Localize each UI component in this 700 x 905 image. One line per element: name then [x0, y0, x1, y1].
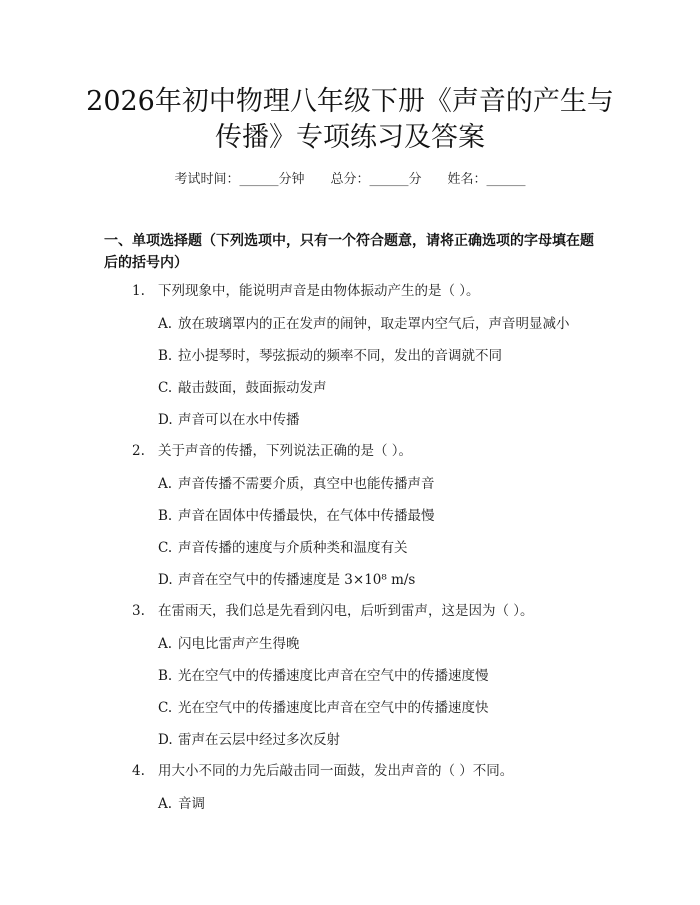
- question-1-option-d: [158, 410, 300, 430]
- option-text: 声音传播的速度与介质种类和温度有关: [178, 540, 408, 556]
- option-letter: D.: [158, 732, 173, 748]
- question-3: [132, 601, 534, 621]
- section-heading-line-2: 后的括号内）: [104, 255, 188, 271]
- question-3-option-a: [158, 634, 300, 654]
- option-letter: A.: [158, 636, 173, 652]
- question-4: [132, 761, 513, 781]
- option-letter: A.: [158, 796, 173, 812]
- exam-time-field: 考试时间：______分钟: [174, 172, 305, 187]
- question-number: 2.: [132, 443, 145, 459]
- question-2-option-b: [158, 506, 435, 526]
- option-letter: A.: [158, 316, 173, 332]
- page-title-line-1: 2026年初中物理八年级下册《声音的产生与: [86, 86, 614, 117]
- option-text: 声音传播不需要介质，真空中也能传播声音: [178, 476, 435, 492]
- total-score-field: 总分：______分: [330, 172, 422, 187]
- question-1: [132, 281, 480, 301]
- option-text: 光在空气中的传播速度比声音在空气中的传播速度慢: [178, 668, 489, 684]
- exam-meta: [0, 168, 700, 187]
- question-4-option-a: [158, 794, 205, 814]
- option-letter: C.: [158, 380, 173, 396]
- question-1-option-b: [158, 346, 502, 366]
- option-text: 雷声在云层中经过多次反射: [178, 732, 340, 748]
- option-text: 放在玻璃罩内的正在发声的闹钟，取走罩内空气后，声音明显减小: [178, 316, 570, 332]
- question-text: 下列现象中，能说明声音是由物体振动产生的是（ ）。: [158, 283, 480, 299]
- option-text: 拉小提琴时，琴弦振动的频率不同，发出的音调就不同: [178, 348, 502, 364]
- option-letter: D.: [158, 572, 173, 588]
- option-text: 声音在空气中的传播速度是 3×10⁸ m/s: [178, 572, 416, 588]
- question-2-option-a: [158, 474, 435, 494]
- option-text: 光在空气中的传播速度比声音在空气中的传播速度快: [178, 700, 489, 716]
- question-2-option-c: [158, 538, 408, 558]
- option-text: 音调: [178, 796, 205, 812]
- option-letter: D.: [158, 412, 173, 428]
- option-text: 敲击鼓面，鼓面振动发声: [178, 380, 327, 396]
- question-2-option-d: [158, 570, 415, 590]
- question-number: 3.: [132, 603, 145, 619]
- option-letter: B.: [158, 508, 173, 524]
- option-text: 声音在固体中传播最快，在气体中传播最慢: [178, 508, 435, 524]
- option-letter: B.: [158, 668, 173, 684]
- page-title-line-2: 传播》专项练习及答案: [215, 122, 485, 153]
- option-letter: C.: [158, 540, 173, 556]
- question-text: 用大小不同的力先后敲击同一面鼓，发出声音的（ ）不同。: [158, 763, 514, 779]
- question-number: 1.: [132, 283, 145, 299]
- option-letter: C.: [158, 700, 173, 716]
- option-text: 声音可以在水中传播: [178, 412, 300, 428]
- question-3-option-c: [158, 698, 489, 718]
- option-letter: A.: [158, 476, 173, 492]
- question-1-option-a: [158, 314, 570, 334]
- question-text: 关于声音的传播，下列说法正确的是（ ）。: [158, 443, 413, 459]
- option-letter: B.: [158, 348, 173, 364]
- question-3-option-b: [158, 666, 489, 686]
- question-3-option-d: [158, 730, 340, 750]
- question-2: [132, 441, 412, 461]
- question-text: 在雷雨天，我们总是先看到闪电，后听到雷声，这是因为（ ）。: [158, 603, 534, 619]
- student-name-field: 姓名：______: [447, 172, 526, 187]
- question-1-option-c: [158, 378, 327, 398]
- option-text: 闪电比雷声产生得晚: [178, 636, 300, 652]
- question-number: 4.: [132, 763, 145, 779]
- section-heading-line-1: 一、单项选择题（下列选项中，只有一个符合题意，请将正确选项的字母填在题: [104, 233, 594, 249]
